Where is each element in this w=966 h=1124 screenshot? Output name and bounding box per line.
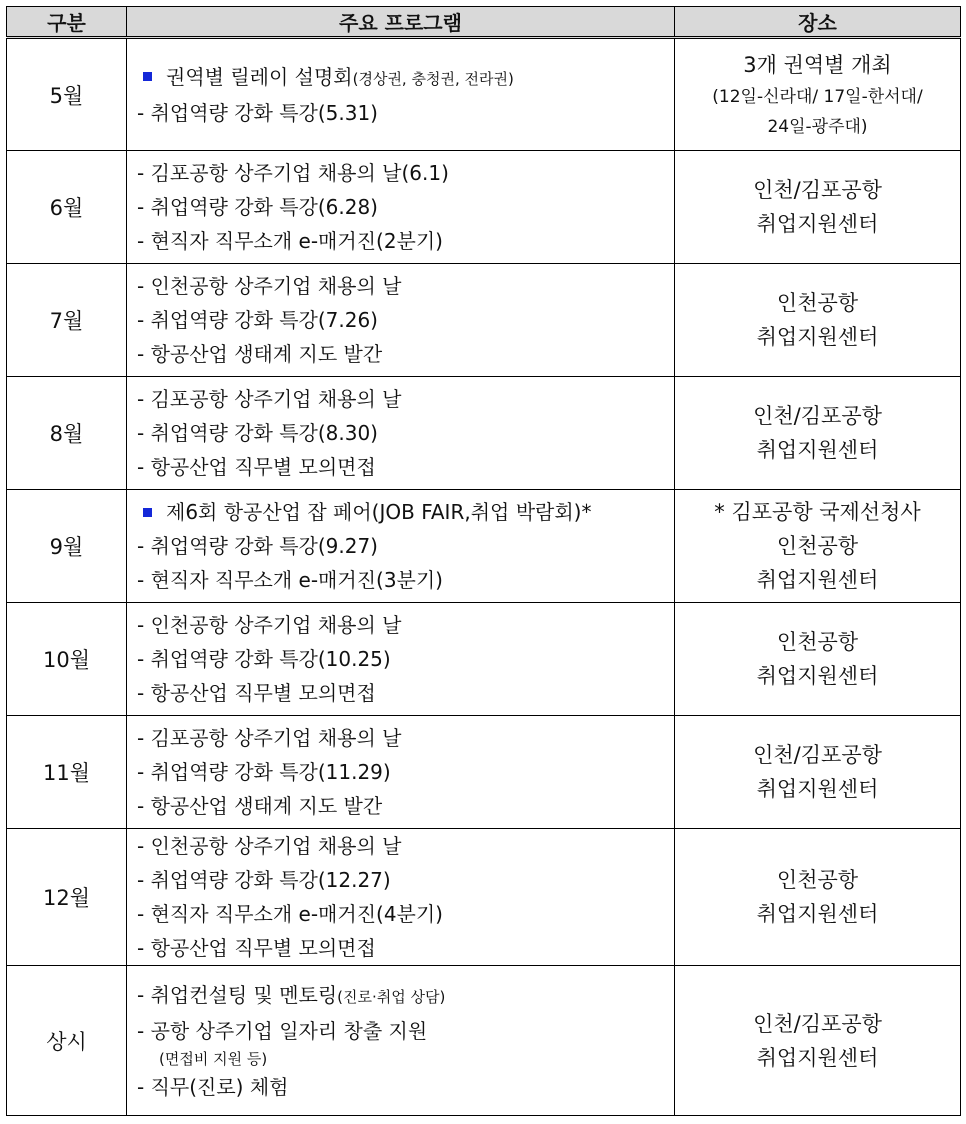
table-row xyxy=(7,966,961,1116)
program-item-text: - 항공산업 직무별 모의면접 xyxy=(137,681,376,705)
program-item-text: - 항공산업 생태계 지도 발간 xyxy=(137,794,383,818)
program-item xyxy=(137,60,674,96)
place-line: 취업지원센터 xyxy=(756,1045,879,1070)
program-item-text: - 취업역량 강화 특강(12.27) xyxy=(137,868,391,892)
program-item xyxy=(137,156,674,190)
program-item-text: - 항공산업 생태계 지도 발간 xyxy=(137,342,383,366)
program-cell xyxy=(127,151,675,264)
program-item-detail: (경상권, 충청권, 전라권) xyxy=(352,69,514,88)
square-bullet-icon xyxy=(143,508,152,517)
program-cell xyxy=(127,490,675,603)
place-line: 취업지원센터 xyxy=(756,568,879,592)
program-item-text: - 취업역량 강화 특강(5.31) xyxy=(137,100,378,125)
place-detail: 24일-광주대) xyxy=(767,116,868,137)
program-item xyxy=(137,676,674,710)
program-item xyxy=(137,495,674,529)
program-item-text: - 항공산업 직무별 모의면접 xyxy=(137,455,376,479)
program-item xyxy=(137,608,674,642)
program-item-detail: (진로·취업 상담) xyxy=(337,987,446,1006)
header-row xyxy=(7,7,961,38)
program-item-text: - 취업역량 강화 특강(8.30) xyxy=(137,421,378,445)
table-row xyxy=(7,264,961,377)
place-line: 인천/김포공항 xyxy=(753,404,882,428)
table-row xyxy=(7,151,961,264)
month-cell: 6월 xyxy=(7,151,127,264)
month-cell: 12월 xyxy=(7,829,127,966)
month-cell: 10월 xyxy=(7,603,127,716)
place-line: 인천공항 xyxy=(776,291,859,315)
program-item xyxy=(137,721,674,755)
program-cell xyxy=(127,966,675,1116)
program-item-text: - 취업역량 강화 특강(11.29) xyxy=(137,760,391,784)
place-cell xyxy=(675,603,961,716)
program-item xyxy=(137,382,674,416)
program-item-text: - 인천공항 상주기업 채용의 날 xyxy=(137,274,402,298)
program-cell xyxy=(127,716,675,829)
place-cell xyxy=(675,38,961,151)
program-item xyxy=(137,829,674,863)
program-item xyxy=(137,1014,674,1048)
program-item xyxy=(137,269,674,303)
program-item xyxy=(137,529,674,563)
program-item-text: - 직무(진로) 체험 xyxy=(137,1074,289,1099)
schedule-body xyxy=(7,38,961,1116)
program-item xyxy=(137,337,674,371)
month-cell: 9월 xyxy=(7,490,127,603)
program-item-text: - 취업역량 강화 특강(10.25) xyxy=(137,647,391,671)
program-item-text: (면접비 지원 등) xyxy=(159,1049,268,1068)
place-line: 취업지원센터 xyxy=(756,438,879,462)
place-cell xyxy=(675,490,961,603)
header-place: 장소 xyxy=(675,7,961,38)
program-cell xyxy=(127,829,675,966)
program-item-text: - 취업역량 강화 특강(9.27) xyxy=(137,534,378,558)
program-cell xyxy=(127,264,675,377)
program-item xyxy=(137,863,674,897)
program-item-text: - 인천공항 상주기업 채용의 날 xyxy=(137,613,402,637)
place-line: 취업지원센터 xyxy=(756,777,879,801)
program-item-text: - 항공산업 직무별 모의면접 xyxy=(137,936,376,960)
program-cell xyxy=(127,377,675,490)
place-line: 인천공항 xyxy=(776,868,859,892)
place-detail: (12일-신라대/ 17일-한서대/ xyxy=(712,86,923,107)
table-row xyxy=(7,716,961,829)
program-item xyxy=(137,897,674,931)
program-item xyxy=(137,450,674,484)
month-cell: 7월 xyxy=(7,264,127,377)
program-item-text: 제6회 항공산업 잡 페어(JOB FAIR,취업 박람회)* xyxy=(166,500,592,524)
place-line: 취업지원센터 xyxy=(756,212,879,236)
place-line: 인천/김포공항 xyxy=(753,178,882,202)
program-item-text: - 인천공항 상주기업 채용의 날 xyxy=(137,834,402,858)
place-cell xyxy=(675,829,961,966)
program-cell xyxy=(127,603,675,716)
table-row xyxy=(7,829,961,966)
table-row xyxy=(7,490,961,603)
place-line: 인천공항 xyxy=(776,534,859,558)
program-item xyxy=(137,224,674,258)
place-line: 취업지원센터 xyxy=(756,902,879,926)
place-cell xyxy=(675,264,961,377)
place-cell xyxy=(675,716,961,829)
place-cell xyxy=(675,966,961,1116)
program-item-text: - 김포공항 상주기업 채용의 날 xyxy=(137,726,402,750)
place-line: 취업지원센터 xyxy=(756,664,879,688)
program-item xyxy=(137,789,674,823)
program-item-text: - 취업역량 강화 특강(7.26) xyxy=(137,308,378,332)
table-row xyxy=(7,377,961,490)
program-item xyxy=(137,96,674,130)
program-note xyxy=(137,1048,674,1070)
program-item xyxy=(137,642,674,676)
table-row xyxy=(7,603,961,716)
program-item xyxy=(137,303,674,337)
program-item-text: - 공항 상주기업 일자리 창출 지원 xyxy=(137,1018,428,1043)
month-cell: 상시 xyxy=(7,966,127,1116)
program-item xyxy=(137,563,674,597)
program-item-text: - 취업역량 강화 특강(6.28) xyxy=(137,195,378,219)
program-item-text: - 현직자 직무소개 e-매거진(2분기) xyxy=(137,229,443,253)
header-program: 주요 프로그램 xyxy=(127,7,675,38)
program-item xyxy=(137,978,674,1014)
program-item xyxy=(137,416,674,450)
schedule-table xyxy=(6,6,961,1116)
program-cell xyxy=(127,38,675,151)
place-line: 취업지원센터 xyxy=(756,325,879,349)
table-row xyxy=(7,38,961,151)
program-item-text: - 취업컨설팅 및 멘토링 xyxy=(137,982,338,1007)
header-category: 구분 xyxy=(7,7,127,38)
place-cell xyxy=(675,151,961,264)
month-cell: 5월 xyxy=(7,38,127,151)
place-line: 인천/김포공항 xyxy=(753,1011,882,1036)
program-item xyxy=(137,931,674,965)
place-line: 인천/김포공항 xyxy=(753,743,882,767)
place-cell xyxy=(675,377,961,490)
program-item-text: - 현직자 직무소개 e-매거진(3분기) xyxy=(137,568,443,592)
program-item xyxy=(137,190,674,224)
program-item xyxy=(137,1070,674,1104)
place-line: 인천공항 xyxy=(776,630,859,654)
place-line: * 김포공항 국제선청사 xyxy=(714,500,921,524)
program-item xyxy=(137,755,674,789)
program-item-text: - 김포공항 상주기업 채용의 날(6.1) xyxy=(137,161,449,185)
program-item-text: - 김포공항 상주기업 채용의 날 xyxy=(137,387,402,411)
program-item-text: - 현직자 직무소개 e-매거진(4분기) xyxy=(137,902,443,926)
month-cell: 8월 xyxy=(7,377,127,490)
square-bullet-icon xyxy=(143,72,152,81)
program-item-text: 권역별 릴레이 설명회 xyxy=(166,64,353,89)
month-cell: 11월 xyxy=(7,716,127,829)
place-line: 3개 권역별 개최 xyxy=(743,52,892,77)
